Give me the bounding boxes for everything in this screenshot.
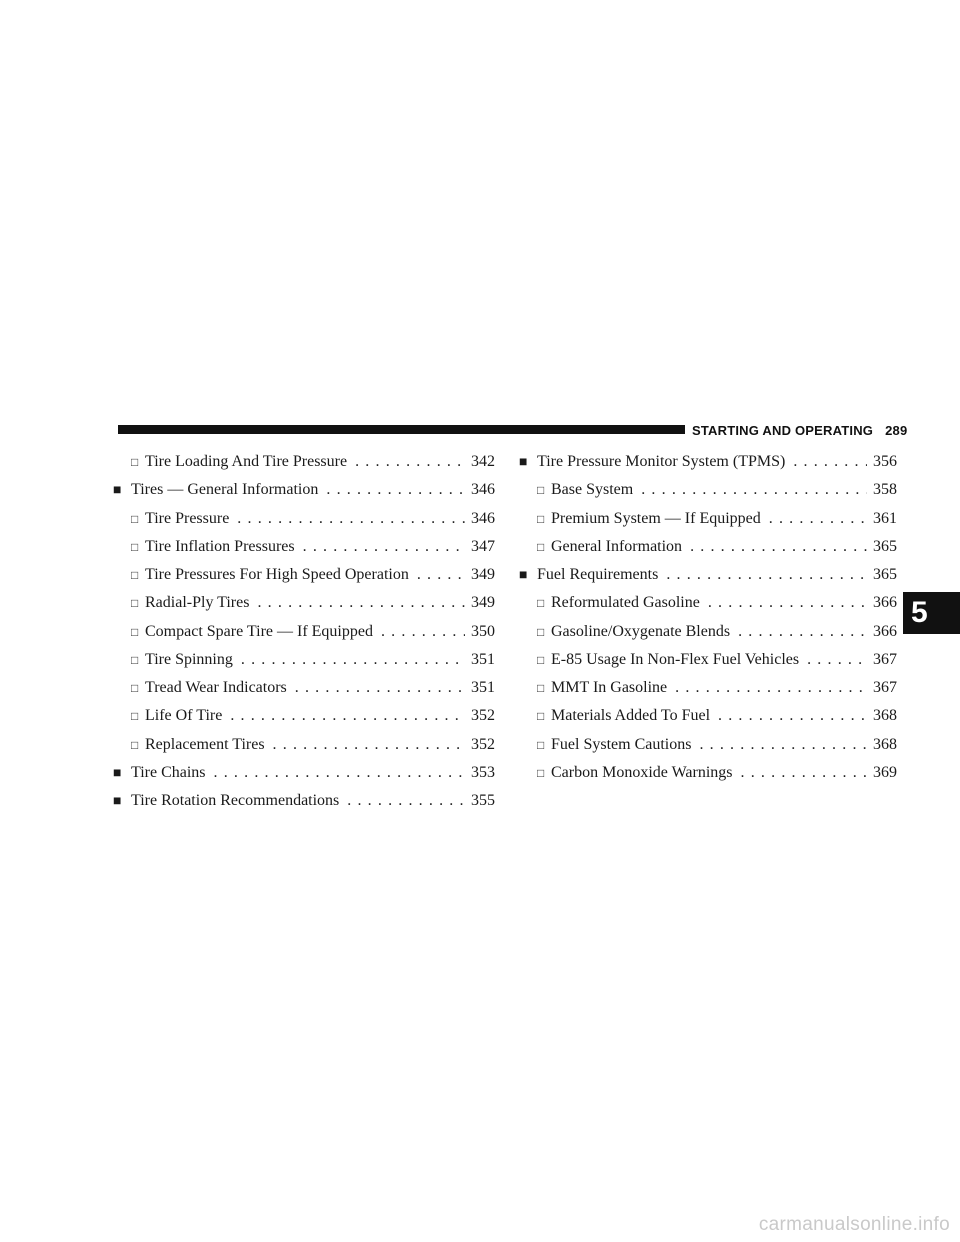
toc-entry[interactable]: [113, 561, 495, 589]
toc-entry[interactable]: [113, 589, 495, 617]
dot-leader: [690, 533, 867, 561]
toc-entry[interactable]: [113, 533, 495, 561]
dot-leader: [237, 505, 465, 533]
dot-leader: [666, 561, 867, 589]
toc-entry[interactable]: [519, 759, 897, 787]
toc-entry[interactable]: [519, 561, 897, 589]
dot-leader: [355, 448, 465, 476]
toc-entry-title: Premium System — If Equipped: [551, 509, 761, 527]
toc-entry[interactable]: [113, 646, 495, 674]
toc-entry-page: 352: [471, 735, 495, 753]
toc-entry-title: Materials Added To Fuel: [551, 707, 711, 725]
toc-entry-page: 355: [471, 792, 495, 809]
toc-entry-page: 369: [873, 763, 897, 781]
hollow-square-bullet-icon: □: [537, 681, 545, 695]
filled-square-bullet-icon: ■: [519, 568, 528, 583]
toc-entry[interactable]: [519, 589, 897, 617]
hollow-square-bullet-icon: □: [537, 539, 545, 554]
dot-leader: [708, 589, 867, 617]
toc-entry[interactable]: [113, 702, 495, 730]
toc-entry-page: 347: [471, 537, 495, 555]
hollow-square-bullet-icon: □: [537, 709, 545, 724]
dot-leader: [381, 618, 465, 646]
hollow-square-bullet-icon: □: [537, 652, 545, 667]
toc-entry-title: Tire Spinning: [145, 650, 233, 668]
section-title: STARTING AND OPERATING: [692, 422, 874, 438]
toc-entry-page: 358: [873, 481, 897, 499]
hollow-square-bullet-icon: □: [131, 596, 139, 611]
toc-entry-page: 350: [471, 622, 495, 640]
toc-entry[interactable]: [519, 448, 897, 476]
toc-entry-page: 349: [471, 566, 495, 583]
toc-entry-title: Gasoline/Oxygenate Blends: [551, 622, 731, 640]
toc-entry[interactable]: [519, 533, 897, 561]
hollow-square-bullet-icon: □: [131, 511, 139, 526]
toc-entry[interactable]: [113, 787, 495, 815]
toc-entry-page: 353: [471, 763, 495, 781]
toc-entry-title: Tire Pressure: [145, 509, 230, 527]
toc-entry[interactable]: [113, 505, 495, 533]
hollow-square-bullet-icon: □: [131, 681, 139, 695]
toc-entry[interactable]: [519, 646, 897, 674]
toc-entry[interactable]: [519, 618, 897, 646]
toc-entry-title: Tire Pressures For High Speed Operation: [145, 566, 409, 583]
toc-entry-page: 367: [873, 650, 897, 668]
hollow-square-bullet-icon: □: [131, 455, 139, 469]
filled-square-bullet-icon: ■: [113, 765, 122, 781]
dot-leader: [793, 448, 867, 476]
hollow-square-bullet-icon: □: [537, 624, 545, 639]
filled-square-bullet-icon: ■: [113, 794, 122, 809]
toc-entry-title: Base System: [551, 481, 634, 499]
toc-entry-page: 346: [471, 481, 495, 499]
toc-entry[interactable]: [113, 674, 495, 702]
toc-entry-page: 361: [873, 509, 897, 527]
toc-entry-page: 368: [873, 735, 897, 753]
toc-entry-page: 365: [873, 566, 897, 583]
dot-leader: [699, 731, 867, 759]
toc-entry-title: Life Of Tire: [145, 707, 223, 725]
hollow-square-bullet-icon: □: [131, 652, 139, 667]
dot-leader: [741, 759, 867, 787]
toc-entry[interactable]: [519, 702, 897, 730]
toc-entry-title: Compact Spare Tire — If Equipped: [145, 622, 373, 640]
toc-entry-page: 352: [471, 707, 495, 725]
toc-entry-title: Fuel Requirements: [537, 566, 659, 583]
toc-entry[interactable]: [113, 731, 495, 759]
toc-entry-title: E-85 Usage In Non-Flex Fuel Vehicles: [551, 650, 800, 668]
dot-leader: [230, 702, 465, 730]
page-number: 289: [885, 422, 908, 438]
hollow-square-bullet-icon: □: [131, 568, 139, 582]
dot-leader: [347, 787, 465, 815]
toc-entry[interactable]: [519, 674, 897, 702]
dot-leader: [769, 505, 867, 533]
dot-leader: [295, 674, 465, 702]
toc-entry-page: 346: [471, 509, 495, 527]
dot-leader: [641, 476, 867, 504]
toc-entry[interactable]: [113, 618, 495, 646]
toc-entry-title: Tire Rotation Recommendations: [131, 792, 340, 809]
toc-entry-title: MMT In Gasoline: [551, 679, 668, 696]
toc-entry-page: 351: [471, 650, 495, 668]
hollow-square-bullet-icon: □: [131, 737, 139, 752]
toc-column-right: [519, 448, 897, 787]
dot-leader: [718, 702, 867, 730]
toc-entry[interactable]: [113, 476, 495, 504]
toc-entry[interactable]: [113, 759, 495, 787]
toc-entry-page: 356: [873, 453, 897, 470]
hollow-square-bullet-icon: □: [537, 737, 545, 752]
toc-entry-page: 351: [471, 679, 495, 696]
dot-leader: [417, 561, 465, 589]
dot-leader: [273, 731, 465, 759]
toc-entry-title: Carbon Monoxide Warnings: [551, 763, 733, 781]
chapter-tab[interactable]: 5: [903, 592, 960, 634]
toc-entry-title: Tread Wear Indicators: [145, 679, 287, 696]
toc-entry[interactable]: [519, 731, 897, 759]
dot-leader: [241, 646, 465, 674]
toc-entry-title: Tire Chains: [131, 763, 206, 781]
toc-entry-page: 366: [873, 622, 897, 640]
toc-entry-title: Replacement Tires: [145, 735, 265, 753]
toc-entry-title: Tires — General Information: [131, 481, 319, 499]
hollow-square-bullet-icon: □: [537, 765, 545, 780]
hollow-square-bullet-icon: □: [131, 709, 139, 724]
watermark: carmanualsonline.info: [758, 1214, 950, 1235]
hollow-square-bullet-icon: □: [537, 483, 545, 498]
toc-entry[interactable]: [519, 476, 897, 504]
toc-entry-page: 365: [873, 537, 897, 555]
toc-entry-title: Tire Loading And Tire Pressure: [145, 453, 348, 470]
dot-leader: [738, 618, 867, 646]
dot-leader: [807, 646, 867, 674]
toc-entry-title: General Information: [551, 537, 683, 555]
toc-entry-page: 367: [873, 679, 897, 696]
filled-square-bullet-icon: ■: [519, 455, 528, 470]
dot-leader: [326, 476, 465, 504]
hollow-square-bullet-icon: □: [537, 511, 545, 526]
toc-entry-page: 366: [873, 594, 897, 612]
toc-entry-title: Reformulated Gasoline: [551, 594, 700, 612]
hollow-square-bullet-icon: □: [131, 539, 139, 554]
header-rule: [118, 425, 685, 434]
dot-leader: [214, 759, 465, 787]
page-header: [692, 421, 907, 439]
dot-leader: [675, 674, 867, 702]
filled-square-bullet-icon: ■: [113, 483, 122, 499]
toc-entry-title: Tire Inflation Pressures: [145, 537, 295, 555]
toc-entry[interactable]: [519, 505, 897, 533]
toc-entry-page: 368: [873, 707, 897, 725]
toc-entry[interactable]: [113, 448, 495, 476]
hollow-square-bullet-icon: □: [537, 596, 545, 611]
toc-column-left: [113, 448, 495, 815]
toc-entry-title: Tire Pressure Monitor System (TPMS): [537, 453, 786, 470]
hollow-square-bullet-icon: □: [131, 624, 139, 639]
dot-leader: [257, 589, 465, 617]
dot-leader: [303, 533, 465, 561]
toc-entry-title: Radial-Ply Tires: [145, 594, 250, 612]
toc-entry-page: 342: [471, 453, 495, 470]
toc-entry-title: Fuel System Cautions: [551, 735, 692, 753]
toc-entry-page: 349: [471, 594, 495, 612]
